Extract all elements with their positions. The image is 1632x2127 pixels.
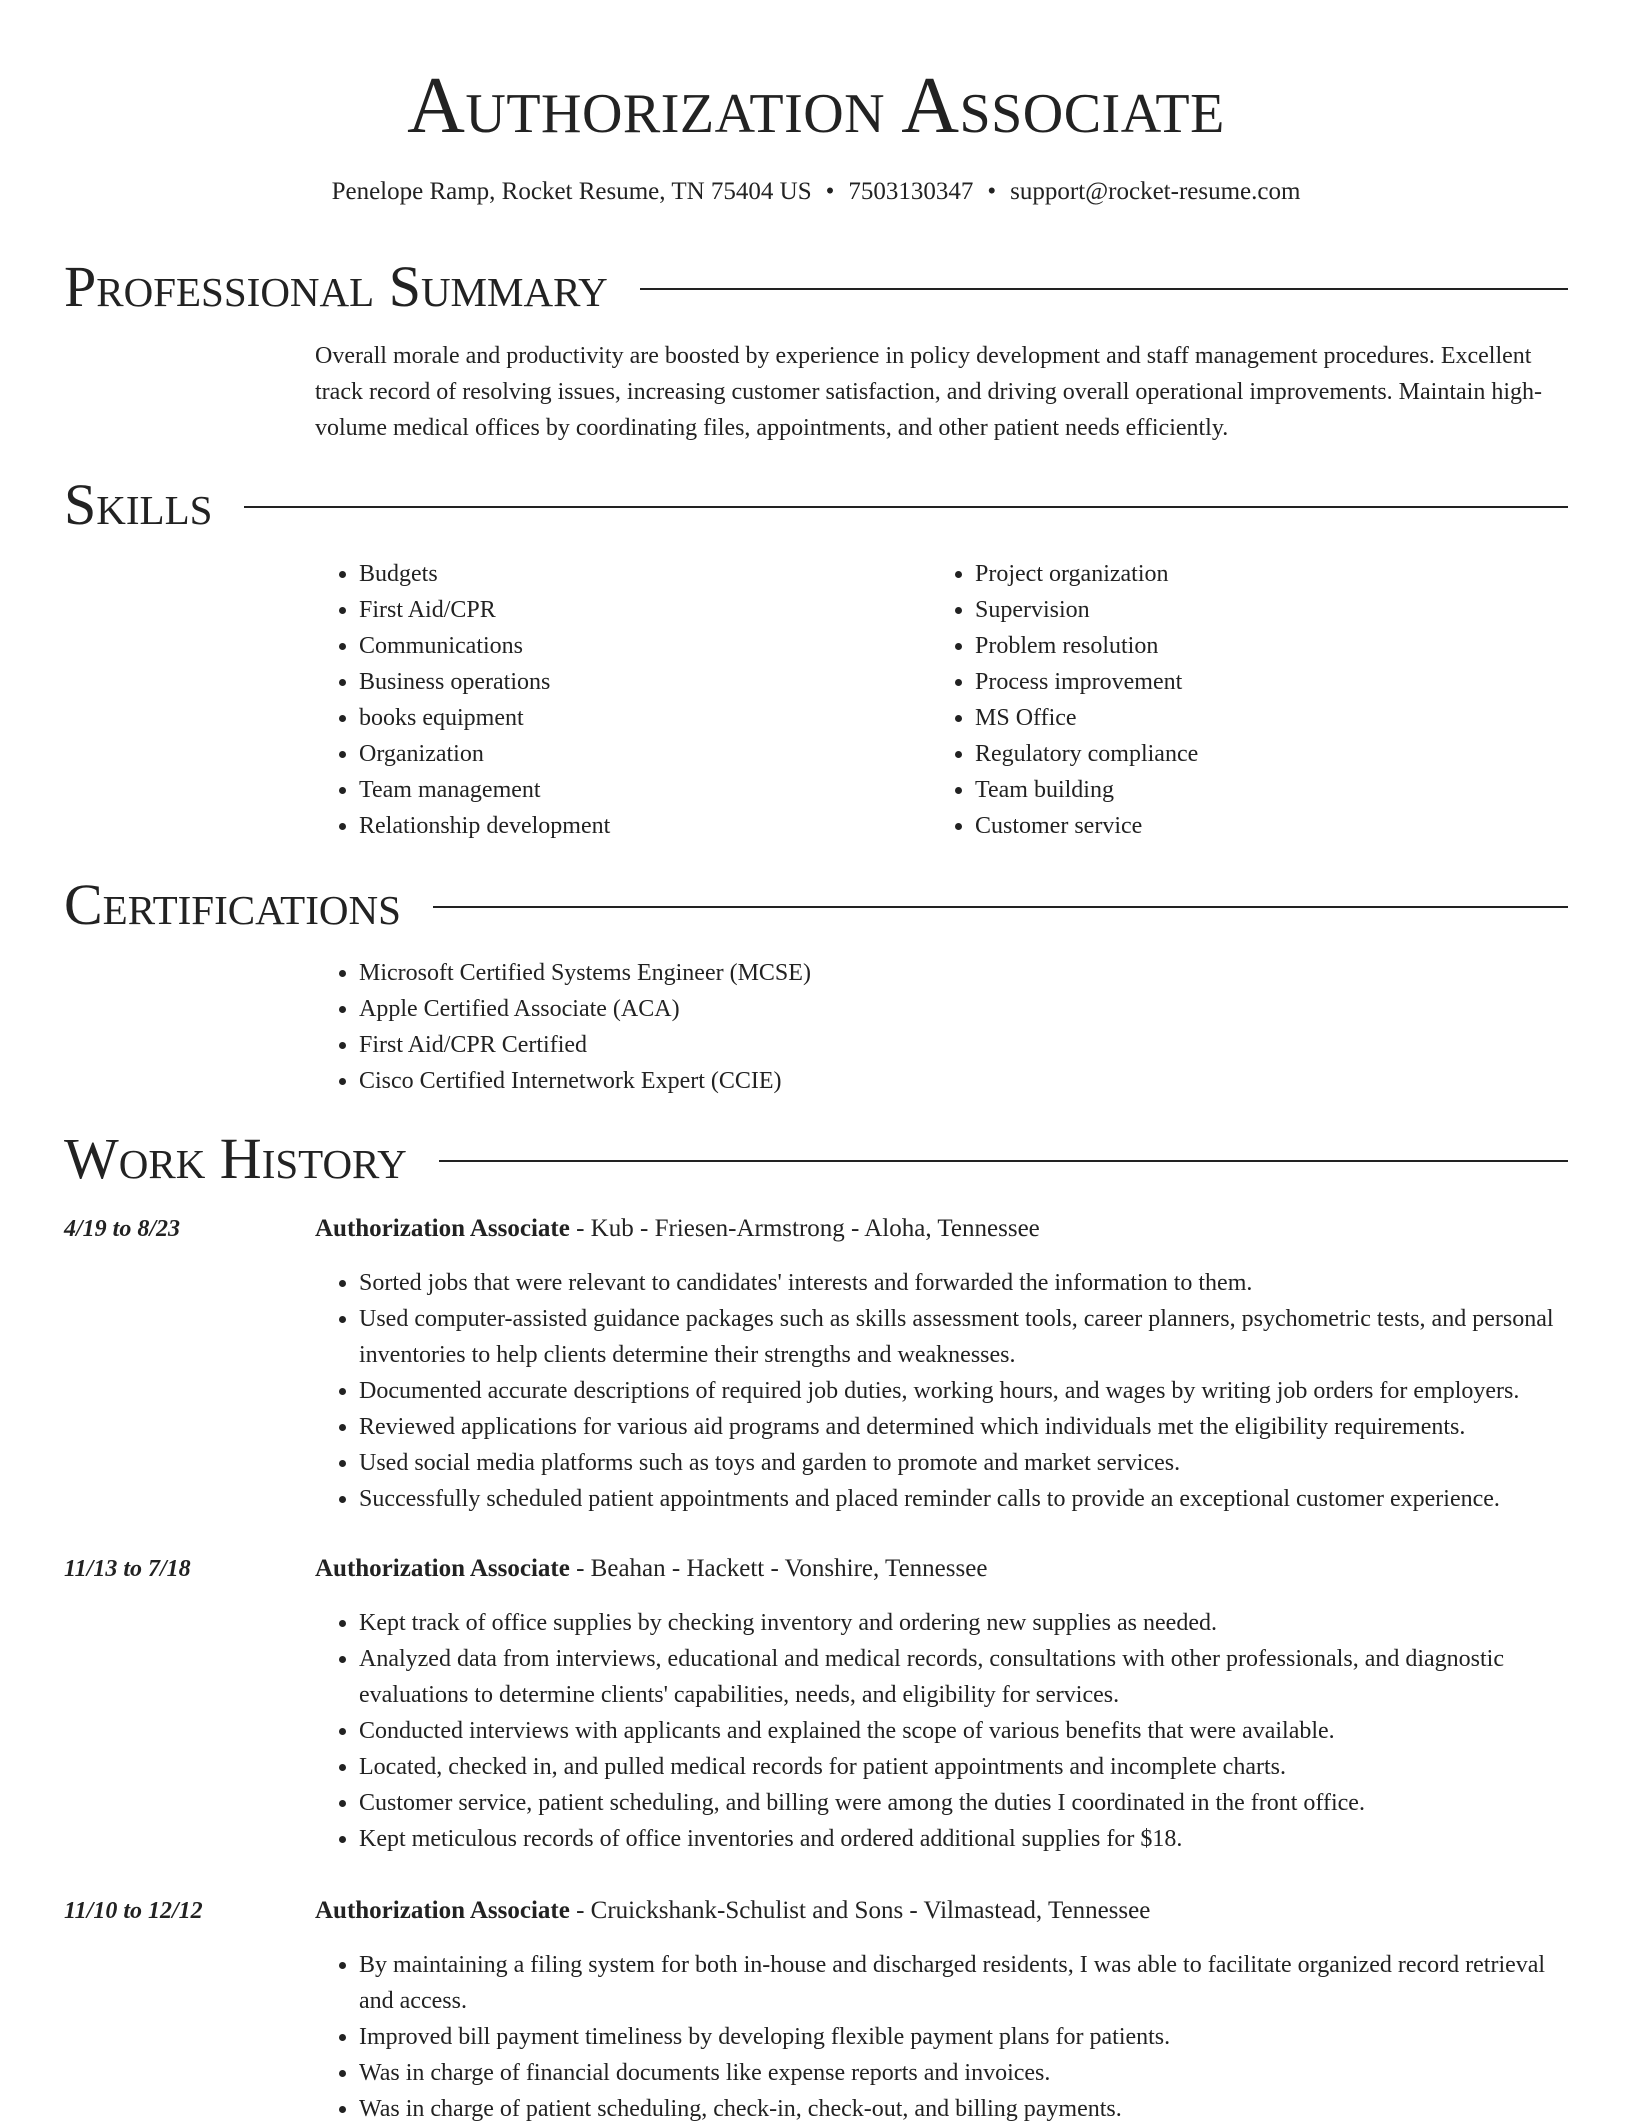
job-bullet: • Used social media platforms such as toys and garden to promote and market services. (359, 1445, 1568, 1481)
section-divider (439, 1160, 1568, 1162)
contact-address: Penelope Ramp, Rocket Resume, TN 75404 US (331, 178, 812, 205)
skill-item: • Business operations (359, 664, 875, 700)
job-dates: 4/19 to 8/23 (64, 1216, 181, 1242)
skill-item: • Relationship development (359, 808, 875, 844)
skill-item: • First Aid/CPR (359, 592, 875, 628)
job-bullet: • Was in charge of patient scheduling, check-in, check-out, and billing payments. (359, 2091, 1568, 2127)
skill-item: • Team management (359, 772, 875, 808)
certification-item: • First Aid/CPR Certified (359, 1027, 1515, 1063)
job-bullet: • Successfully scheduled patient appointments and placed reminder calls to provide an exceptional customer experience. (359, 1481, 1568, 1517)
job-bullet: • Kept track of office supplies by checking inventory and ordering new supplies as needed. (359, 1605, 1568, 1641)
certifications-list (315, 955, 1515, 1099)
job-title: Authorization Associate (315, 1555, 570, 1582)
job-bullet: • Conducted interviews with applicants and explained the scope of various benefits that were available. (359, 1713, 1568, 1749)
job-bullet: • Analyzed data from interviews, educational and medical records, consultations with other professionals, and diagnostic evaluations to determine clients' capabilities, needs, and eligibility for services. (359, 1641, 1568, 1713)
certifications-section-header (64, 870, 1568, 940)
certification-item: • Cisco Certified Internetwork Expert (CCIE) (359, 1063, 1515, 1099)
skills-list-right (931, 556, 1491, 844)
contact-separator: • (825, 178, 835, 205)
job-bullet: • Customer service, patient scheduling, and billing were among the duties I coordinated in the front office. (359, 1785, 1568, 1821)
job-header (315, 1893, 1150, 1929)
skills-section-header (64, 470, 1568, 540)
skill-item: • Communications (359, 628, 875, 664)
contact-phone: 7503130347 (848, 178, 974, 205)
skill-item: • Team building (975, 772, 1491, 808)
summary-heading: Professional Summary (64, 254, 608, 319)
skill-item: • Problem resolution (975, 628, 1491, 664)
job-bullet-list (315, 1947, 1568, 2127)
contact-separator: • (987, 178, 997, 205)
job-header (315, 1551, 987, 1587)
job-dates: 11/13 to 7/18 (64, 1556, 191, 1582)
job-details: - Beahan - Hackett - Vonshire, Tennessee (569, 1555, 988, 1582)
work-history-heading: Work History (64, 1126, 407, 1191)
job-bullet: • By maintaining a filing system for both in-house and discharged residents, I was able to facilitate organized record retrieval and access. (359, 1947, 1568, 2019)
job-bullet: • Documented accurate descriptions of required job duties, working hours, and wages by writing job orders for employers. (359, 1373, 1568, 1409)
skills-list-left (315, 556, 875, 844)
job-bullet: • Located, checked in, and pulled medical records for patient appointments and incomplete charts. (359, 1749, 1568, 1785)
skill-item: • books equipment (359, 700, 875, 736)
job-bullet-list (315, 1605, 1568, 1857)
job-bullet: • Kept meticulous records of office inventories and ordered additional supplies for $18. (359, 1821, 1568, 1857)
job-details: - Cruickshank-Schulist and Sons - Vilmastead, Tennessee (569, 1897, 1151, 1924)
job-bullet: • Sorted jobs that were relevant to candidates' interests and forwarded the information to them. (359, 1265, 1568, 1301)
summary-section-header (64, 252, 1568, 322)
job-bullet-list (315, 1265, 1568, 1517)
section-divider (433, 906, 1568, 908)
section-divider (640, 288, 1568, 290)
skill-item: • Organization (359, 736, 875, 772)
skill-item: • Project organization (975, 556, 1491, 592)
work-history-section-header (64, 1124, 1568, 1194)
certification-item: • Microsoft Certified Systems Engineer (MCSE) (359, 955, 1515, 991)
resume-title: Authorization Associate (407, 62, 1225, 150)
skill-item: • Budgets (359, 556, 875, 592)
contact-line (0, 174, 1632, 210)
certification-item: • Apple Certified Associate (ACA) (359, 991, 1515, 1027)
job-details: - Kub - Friesen-Armstrong - Aloha, Tennessee (569, 1215, 1040, 1242)
skill-item: • Process improvement (975, 664, 1491, 700)
job-header (315, 1211, 1040, 1247)
section-divider (244, 506, 1568, 508)
certifications-heading: Certifications (64, 872, 401, 937)
job-bullet: • Improved bill payment timeliness by developing flexible payment plans for patients. (359, 2019, 1568, 2055)
job-title: Authorization Associate (315, 1897, 570, 1924)
skill-item: • MS Office (975, 700, 1491, 736)
job-bullet: • Was in charge of financial documents like expense reports and invoices. (359, 2055, 1568, 2091)
job-bullet: • Used computer-assisted guidance packages such as skills assessment tools, career planners, psychometric tests, and personal inventories to help clients determine their strengths and weaknesses. (359, 1301, 1568, 1373)
summary-text: Overall morale and productivity are boosted by experience in policy development and staff management procedures. Excellent track record of resolving issues, increasing customer satisfaction, and driving overall operational improvements. Maintain high-volume medical offices by coordinating files, appointments, and other patient needs efficiently. (315, 343, 1542, 441)
job-dates: 11/10 to 12/12 (64, 1898, 203, 1924)
skill-item: • Regulatory compliance (975, 736, 1491, 772)
skill-item: • Supervision (975, 592, 1491, 628)
job-bullet: • Reviewed applications for various aid programs and determined which individuals met the eligibility requirements. (359, 1409, 1568, 1445)
job-title: Authorization Associate (315, 1215, 570, 1242)
contact-email: support@rocket-resume.com (1010, 178, 1301, 205)
skills-heading: Skills (64, 472, 213, 537)
skill-item: • Customer service (975, 808, 1491, 844)
